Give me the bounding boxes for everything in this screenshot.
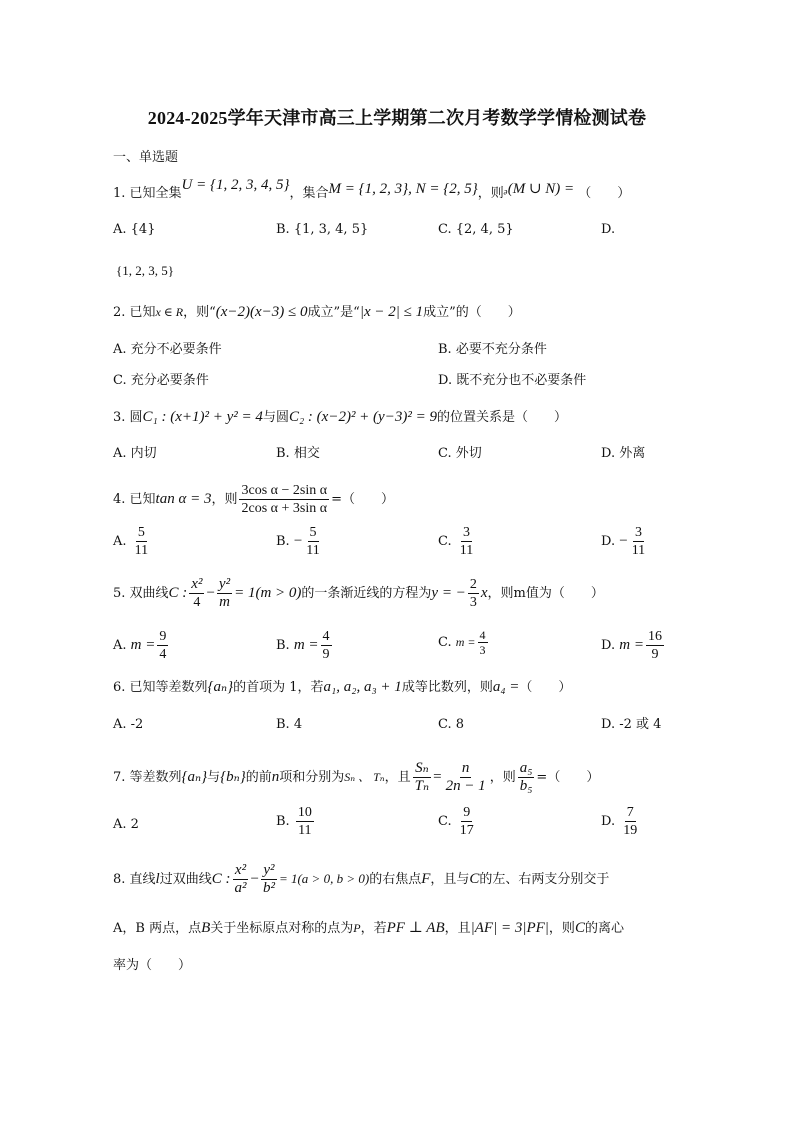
q5-a-den: 4 bbox=[159, 647, 167, 662]
q5-d-den: 9 bbox=[651, 647, 659, 662]
q2-option-a: A. 充分不必要条件 bbox=[113, 342, 222, 357]
q2-stem4: 成立”的（ ） bbox=[423, 305, 521, 320]
q5-f1-den: 4 bbox=[193, 595, 201, 610]
q8-eq: = 1(a > 0, b > 0) bbox=[278, 871, 370, 886]
q6-terms: a₁, a₂, a₃ + 1 bbox=[323, 679, 402, 695]
q3-circle-2: C₂ : (x−2)² + (y−3)² = 9 bbox=[288, 409, 437, 425]
q4-d-num: 3 bbox=[634, 525, 642, 540]
q4-b-frac bbox=[304, 524, 321, 559]
question-3 bbox=[113, 407, 567, 428]
q1-universal-set: U = {1, 2, 3, 4, 5} bbox=[181, 177, 290, 193]
q7-option-b bbox=[276, 804, 316, 839]
q4-prefix: 4. 已知 bbox=[113, 492, 156, 507]
q8-curve-name: C : bbox=[211, 871, 231, 887]
q4-c-den: 11 bbox=[459, 543, 474, 558]
q6-option-a: A. -2 bbox=[113, 717, 144, 732]
q2-condition-2: |x − 2| ≤ 1 bbox=[359, 304, 424, 320]
q7-c-num: 9 bbox=[463, 805, 471, 820]
q5-a-frac bbox=[157, 628, 168, 663]
q5-a-label: A. bbox=[113, 638, 127, 653]
q3-option-b: B. 相交 bbox=[276, 446, 320, 461]
q5-a-num: 9 bbox=[159, 629, 167, 644]
q5-b-label: B. bbox=[276, 638, 290, 653]
q8-minus: − bbox=[250, 871, 259, 887]
q3-circle-1: C₁ : (x+1)² + y² = 4 bbox=[142, 409, 263, 425]
q1-option-b: B. {1, 3, 4, 5} bbox=[276, 222, 369, 237]
q7-mid2: 的前 bbox=[245, 770, 272, 785]
q5-option-c bbox=[438, 628, 490, 657]
q1-option-d-value: {1, 2, 3, 5} bbox=[116, 263, 174, 278]
q6-option-c: C. 8 bbox=[438, 717, 465, 732]
q5-f2-num: y² bbox=[218, 576, 231, 592]
question-4 bbox=[113, 482, 394, 517]
q8-frac-2 bbox=[261, 862, 277, 897]
q4-b-den: 11 bbox=[306, 543, 320, 558]
q4-a-den: 11 bbox=[134, 543, 149, 558]
q7-rv-num: n bbox=[461, 760, 470, 776]
q3-mid: 与圆 bbox=[262, 410, 289, 425]
question-7 bbox=[113, 760, 599, 795]
q2-stem: 2. 已知 bbox=[113, 305, 156, 320]
q2-option-d: D. 既不充分也不必要条件 bbox=[438, 373, 587, 388]
q3-suffix: 的位置关系是（ ） bbox=[436, 410, 567, 425]
q8-focus: F bbox=[421, 871, 431, 887]
q5-d-num: 16 bbox=[647, 629, 662, 644]
q1-option-a: A. {4} bbox=[113, 222, 156, 237]
q4-a-label: A. bbox=[113, 534, 127, 549]
q8-l1e: 的左、右两支分别交于 bbox=[479, 872, 610, 887]
q4-option-a bbox=[113, 524, 152, 559]
q5-frac-2 bbox=[217, 576, 232, 611]
q8-l2b: 关于坐标原点对称的点为 bbox=[210, 921, 354, 936]
q5-d-m: m = bbox=[619, 637, 644, 653]
q8-f1-den: a² bbox=[234, 880, 247, 896]
q7-c-frac bbox=[458, 804, 476, 839]
q7-d-label: D. bbox=[601, 814, 616, 829]
q7-ratio-den: Tₙ bbox=[414, 778, 430, 794]
q5-curve-name: C : bbox=[168, 585, 188, 601]
q7-d-frac bbox=[621, 804, 639, 839]
q8-l2d: ，且 bbox=[444, 921, 471, 936]
q4-b-num: 5 bbox=[309, 525, 317, 540]
q4-d-label: D. bbox=[601, 534, 616, 549]
q1-mid: ，集合 bbox=[289, 186, 329, 201]
q8-l2c: ，若 bbox=[360, 921, 387, 936]
question-8-line-3: 率为（ ） bbox=[113, 958, 192, 973]
q5-d-label: D. bbox=[601, 638, 616, 653]
page-title: 2024-2025学年天津市高三上学期第二次月考数学学情检测试卷 bbox=[147, 108, 647, 128]
q5-a-m: m = bbox=[130, 637, 156, 653]
q6-mid: 的首项为 1，若 bbox=[233, 680, 324, 695]
q6-mid2: 成等比数列，则 bbox=[401, 680, 493, 695]
q7-ratio-num: Sₙ bbox=[415, 760, 429, 776]
q4-numerator: 3cos α − 2sin α bbox=[241, 483, 328, 498]
q7-ratio-value bbox=[444, 760, 488, 795]
q5-option-b bbox=[276, 628, 334, 663]
q6-a4: a₄ = bbox=[492, 679, 520, 695]
q7-d-num: 7 bbox=[626, 805, 634, 820]
q6-suffix: （ ） bbox=[519, 680, 572, 695]
q5-b-frac bbox=[321, 628, 332, 663]
q7-target bbox=[518, 760, 535, 795]
q2-stem3: 成立”是“ bbox=[307, 305, 360, 320]
q7-seq-b: {bₙ} bbox=[220, 769, 246, 785]
q5-option-a bbox=[113, 628, 170, 663]
q1-expression: ₔ(M ∪ N) = bbox=[503, 181, 575, 197]
q4-a-num: 5 bbox=[137, 525, 145, 540]
q7-c-label: C. bbox=[438, 814, 452, 829]
q5-slope-num: 2 bbox=[469, 577, 477, 592]
q7-target-num: a₅ bbox=[519, 760, 533, 776]
question-5 bbox=[113, 576, 604, 611]
q1-prefix: 1. 已知全集 bbox=[113, 186, 182, 201]
q8-point-b: B bbox=[201, 920, 211, 936]
q6-prefix: 6. 已知等差数列 bbox=[113, 680, 208, 695]
q4-c-frac bbox=[458, 524, 475, 559]
q8-l1a: 8. 直线 bbox=[113, 872, 156, 887]
q7-option-c bbox=[438, 804, 478, 839]
q5-c-frac bbox=[478, 628, 488, 657]
q7-option-a: A. 2 bbox=[113, 817, 139, 832]
q3-option-c: C. 外切 bbox=[438, 446, 482, 461]
q7-mid: 与 bbox=[207, 770, 221, 785]
q7-sums: Sₙ 、 Tₙ bbox=[344, 770, 385, 784]
q5-x: x bbox=[480, 585, 488, 601]
section-heading: 一、单选题 bbox=[113, 150, 179, 165]
q7-option-d bbox=[601, 804, 641, 839]
q7-prefix: 7. 等差数列 bbox=[113, 770, 182, 785]
q8-frac-1 bbox=[232, 862, 248, 897]
q3-prefix: 3. 圆 bbox=[113, 410, 143, 425]
q7-seq-a: {aₙ} bbox=[181, 769, 208, 785]
q2-option-b: B. 必要不充分条件 bbox=[438, 342, 547, 357]
q5-option-d bbox=[601, 628, 666, 663]
q4-a-frac bbox=[133, 524, 150, 559]
q1-blank: （ ） bbox=[578, 186, 631, 201]
q6-sequence: {aₙ} bbox=[207, 679, 234, 695]
q7-mid5: ，则 bbox=[489, 770, 516, 785]
q4-option-c bbox=[438, 524, 477, 559]
q8-l2f: 的离心 bbox=[584, 921, 624, 936]
q4-c-label: C. bbox=[438, 534, 452, 549]
q5-suffix: ，则m值为（ ） bbox=[487, 586, 604, 601]
question-8-line-2 bbox=[113, 918, 624, 939]
q5-c-den: 3 bbox=[479, 643, 486, 657]
q7-b-label: B. bbox=[276, 814, 290, 829]
q5-f1-num: x² bbox=[191, 576, 203, 592]
q2-option-c: C. 充分必要条件 bbox=[113, 373, 209, 388]
q2-condition-1: (x−2)(x−3) ≤ 0 bbox=[215, 304, 308, 320]
q8-l2e: ，则 bbox=[548, 921, 575, 936]
q1-sets: M = {1, 2, 3}, N = {2, 5} bbox=[328, 181, 478, 197]
q7-mid4: ，且 bbox=[384, 770, 411, 785]
q3-option-a: A. 内切 bbox=[113, 446, 157, 461]
q4-d-den: 11 bbox=[631, 543, 646, 558]
q4-fraction bbox=[239, 482, 329, 517]
q5-b-den: 9 bbox=[322, 647, 330, 662]
q5-d-frac bbox=[646, 628, 664, 663]
q8-f2-den: b² bbox=[262, 880, 275, 896]
q4-option-b bbox=[276, 524, 324, 559]
q5-c-num: 4 bbox=[479, 628, 486, 642]
q5-equation-rhs: = 1(m > 0) bbox=[234, 585, 302, 601]
q7-mid3: 项和分别为 bbox=[279, 770, 345, 785]
q8-l1d: ，且与 bbox=[430, 872, 470, 887]
q5-b-m: m = bbox=[293, 637, 319, 653]
q5-frac-1 bbox=[189, 576, 204, 611]
q5-c-m: m = bbox=[455, 635, 476, 649]
q6-option-d: D. -2 或 4 bbox=[601, 717, 662, 732]
q8-point-p: P bbox=[353, 921, 361, 935]
question-8-line-1 bbox=[113, 862, 609, 897]
q6-option-b: B. 4 bbox=[276, 717, 303, 732]
q4-d-frac bbox=[630, 524, 647, 559]
q5-prefix: 5. 双曲线 bbox=[113, 586, 169, 601]
q7-target-den: b₅ bbox=[519, 778, 533, 794]
q8-abs: |AF| = 3|PF| bbox=[470, 920, 549, 936]
q7-d-den: 19 bbox=[623, 823, 638, 838]
q4-suffix: =（ ） bbox=[331, 492, 394, 507]
q4-b-sign: − bbox=[293, 533, 303, 549]
q3-option-d: D. 外离 bbox=[601, 446, 646, 461]
q5-mid: 的一条渐近线的方程为 bbox=[301, 586, 432, 601]
q4-c-num: 3 bbox=[463, 525, 470, 540]
q7-n: n bbox=[271, 769, 280, 785]
q5-b-num: 4 bbox=[322, 629, 330, 644]
q2-domain: x ∈ R bbox=[155, 305, 184, 319]
q8-c2: C bbox=[469, 871, 480, 887]
q8-f1-num: x² bbox=[234, 862, 247, 878]
q4-option-d bbox=[601, 524, 649, 559]
question-2 bbox=[113, 302, 521, 323]
q5-c-label: C. bbox=[438, 635, 452, 650]
q4-given: tan α = 3 bbox=[155, 491, 212, 507]
q5-slope-den: 3 bbox=[469, 595, 477, 610]
q7-eq: = bbox=[433, 769, 442, 785]
q8-line-l: l bbox=[155, 871, 160, 887]
q8-perp: PF ⊥ AB bbox=[386, 920, 445, 936]
q4-mid: ，则 bbox=[211, 492, 238, 507]
q5-asymptote-lhs: y = − bbox=[431, 585, 466, 601]
q5-f2-den: m bbox=[219, 594, 230, 610]
q5-slope bbox=[468, 576, 479, 611]
q8-l1b: 过双曲线 bbox=[159, 872, 212, 887]
question-6 bbox=[113, 677, 571, 698]
q7-rv-den: 2n − 1 bbox=[445, 778, 486, 794]
q7-b-den: 11 bbox=[298, 823, 312, 838]
q5-minus: − bbox=[206, 585, 215, 601]
q1-option-d: D. bbox=[601, 222, 616, 237]
q7-ratio bbox=[413, 760, 431, 795]
q8-c3: C bbox=[574, 920, 585, 936]
q7-b-num: 10 bbox=[297, 805, 312, 820]
q4-b-label: B. bbox=[276, 534, 290, 549]
q4-denominator: 2cos α + 3sin α bbox=[241, 501, 328, 516]
q2-stem2: ，则“ bbox=[183, 305, 216, 320]
question-1 bbox=[113, 177, 631, 204]
q8-l2a: A，B 两点，点 bbox=[113, 921, 202, 936]
q8-f2-num: y² bbox=[263, 862, 275, 878]
q4-d-sign: − bbox=[619, 533, 628, 549]
q8-l1c: 的右焦点 bbox=[369, 872, 422, 887]
q7-c-den: 17 bbox=[459, 823, 474, 838]
q7-suffix: =（ ） bbox=[536, 770, 600, 785]
q1-then: ，则 bbox=[477, 186, 504, 201]
q7-b-frac bbox=[296, 804, 314, 839]
q1-option-c: C. {2, 4, 5} bbox=[438, 222, 514, 237]
